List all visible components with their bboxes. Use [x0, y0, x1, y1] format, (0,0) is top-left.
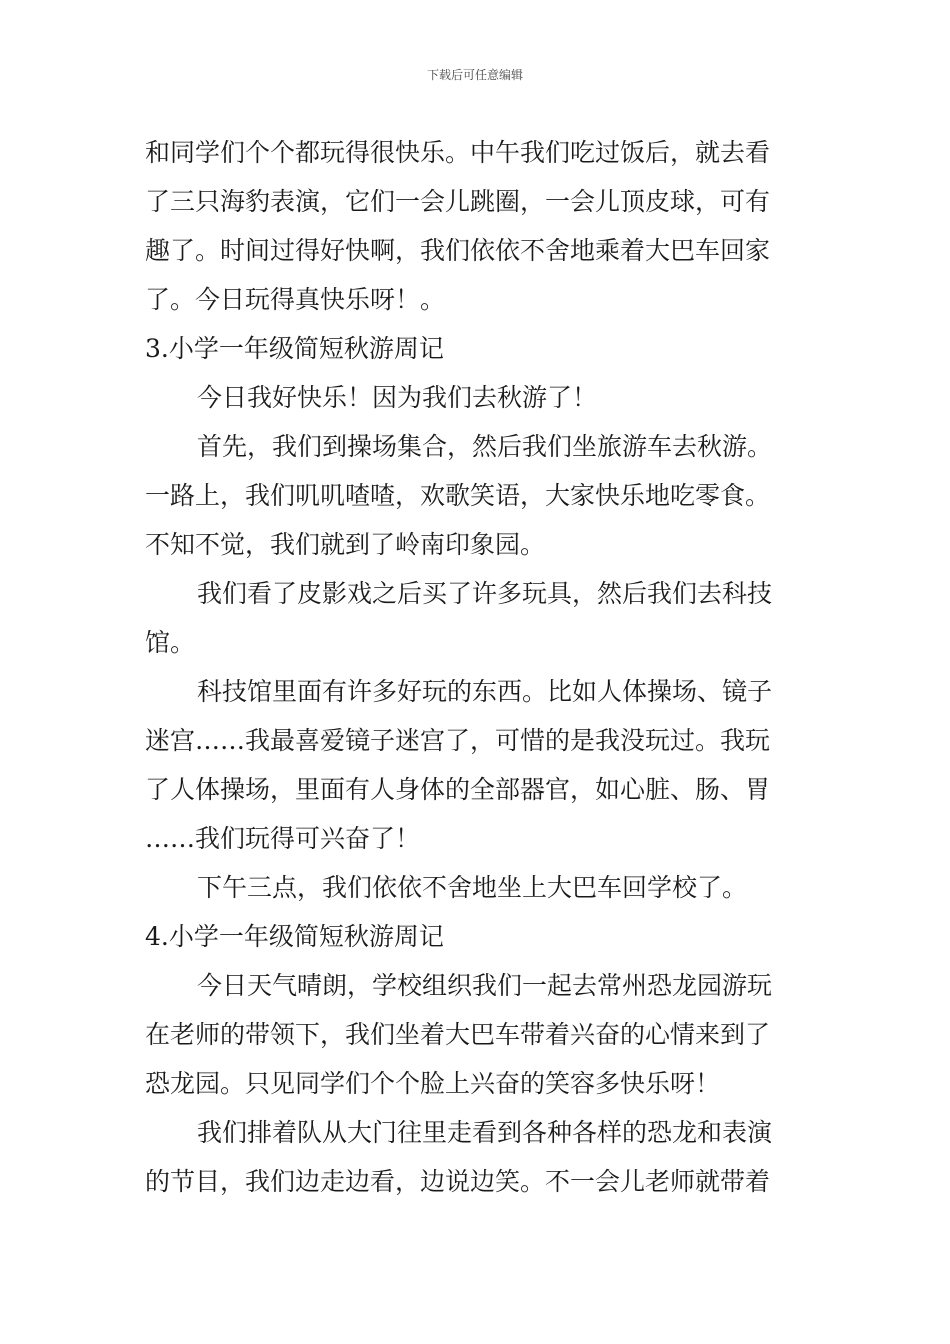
document-body [145, 128, 805, 1206]
text-line: 下午三点，我们依依不舍地坐上大巴车回学校了。 [197, 873, 748, 902]
page-header: 下载后可任意编辑 [426, 68, 523, 82]
text-line: 不知不觉，我们就到了岭南印象园。 [145, 530, 546, 559]
text-line: 首先，我们到操场集合，然后我们坐旅游车去秋游。 [197, 432, 773, 461]
text-line: 迷宫……我最喜爱镜子迷宫了，可惜的是我没玩过。我玩 [145, 726, 771, 755]
section-heading: 4.小学一年级简短秋游周记 [145, 922, 444, 951]
text-line: 了三只海豹表演，它们一会儿跳圈，一会儿顶皮球，可有 [145, 187, 771, 216]
text-line: 今日我好快乐！因为我们去秋游了！ [197, 383, 598, 412]
text-line: 在老师的带领下，我们坐着大巴车带着兴奋的心情来到了 [145, 1020, 771, 1049]
text-line: 我们排着队从大门往里走看到各种各样的恐龙和表演 [197, 1118, 773, 1147]
text-line: 和同学们个个都玩得很快乐。中午我们吃过饭后，就去看 [145, 138, 771, 167]
text-line: 今日天气晴朗，学校组织我们一起去常州恐龙园游玩 [197, 971, 773, 1000]
text-line: 恐龙园。只见同学们个个脸上兴奋的笑容多快乐呀！ [145, 1069, 721, 1098]
text-line: 的节目，我们边走边看，边说边笑。不一会儿老师就带着 [145, 1167, 771, 1196]
text-line: 了人体操场，里面有人身体的全部器官，如心脏、肠、胃 [145, 775, 771, 804]
text-line: 科技馆里面有许多好玩的东西。比如人体操场、镜子 [197, 677, 773, 706]
text-line: 馆。 [145, 628, 196, 657]
text-line: 我们看了皮影戏之后买了许多玩具，然后我们去科技 [197, 579, 773, 608]
text-line: 了。今日玩得真快乐呀！。 [145, 285, 446, 314]
section-heading: 3.小学一年级简短秋游周记 [145, 334, 444, 363]
text-line: 趣了。时间过得好快啊，我们依依不舍地乘着大巴车回家 [145, 236, 771, 265]
text-line: 一路上，我们叽叽喳喳，欢歌笑语，大家快乐地吃零食。 [145, 481, 771, 510]
text-line: ……我们玩得可兴奋了！ [145, 824, 421, 853]
